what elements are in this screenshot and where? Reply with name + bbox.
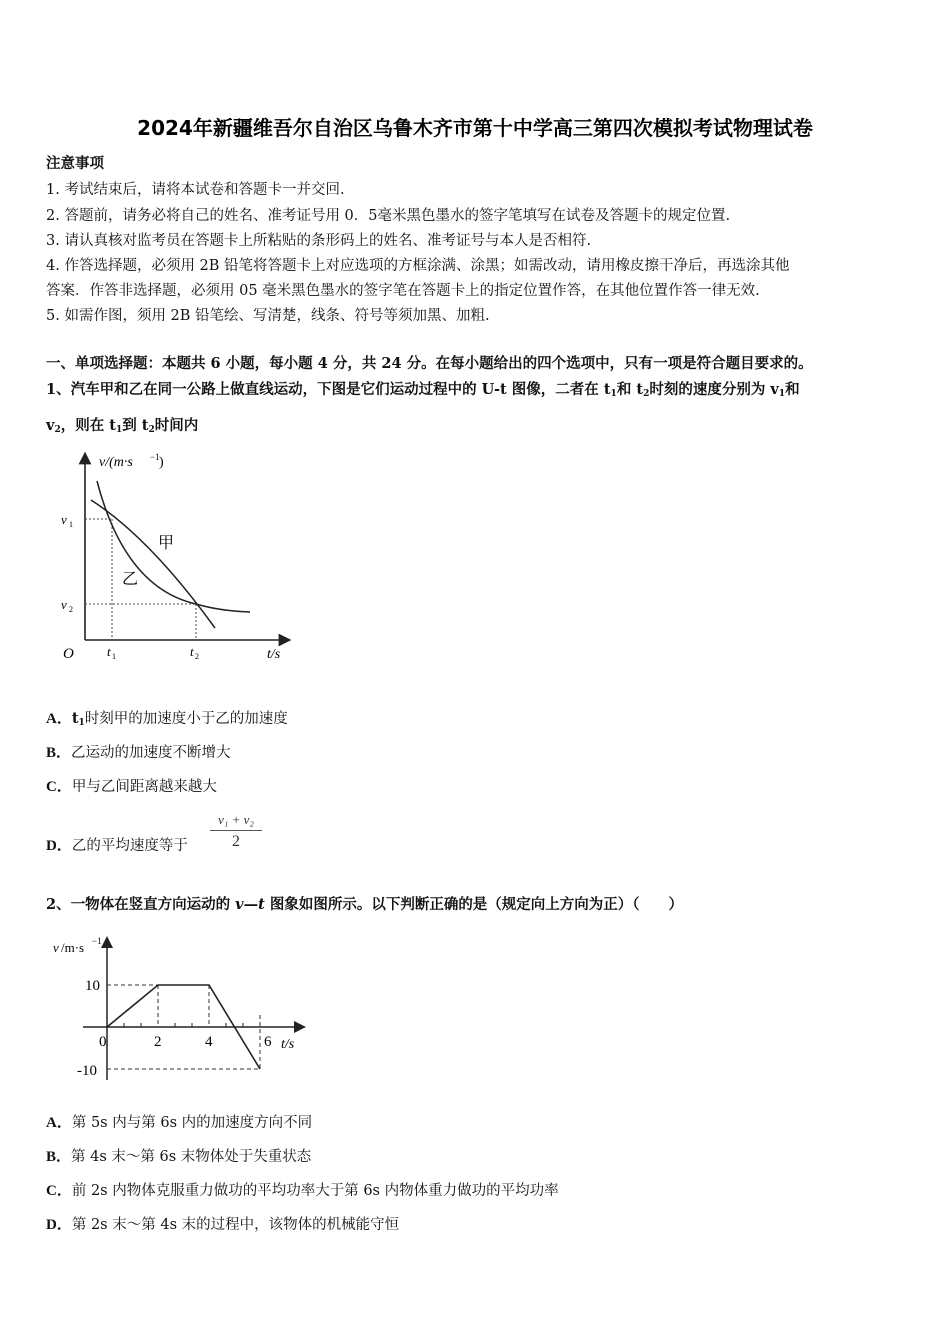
svg-text:乙: 乙 bbox=[122, 571, 139, 588]
q1-option-d[interactable]: D．乙的平均速度等于 bbox=[46, 838, 188, 854]
notice-item-4: 4. 作答选择题，必须用 2B 铅笔将答题卡上对应选项的方框涂满、涂黑；如需改动，请用橡皮擦干净后，再选涂其他 bbox=[46, 258, 790, 274]
notice-item-4-cont: 答案．作答非选择题，必须用 05 毫米黑色墨水的签字笔在答题卡上的指定位置作答，在其他位置作答一律无效. bbox=[46, 283, 760, 299]
notice-item-2: 2. 答题前，请务必将自己的姓名、准考证号用 0．5毫米黑色墨水的签字笔填写在试卷及答题卡的规定位置. bbox=[46, 208, 731, 224]
q2-option-b[interactable]: B．第 4s 末～第 6s 末物体处于失重状态 bbox=[46, 1149, 312, 1165]
svg-text:1: 1 bbox=[69, 520, 73, 529]
svg-text:2: 2 bbox=[154, 1034, 162, 1050]
svg-text:-10: -10 bbox=[77, 1063, 97, 1079]
svg-text:/m·s: /m·s bbox=[61, 940, 85, 955]
page-title: 2024年新疆维吾尔自治区乌鲁木齐市第十中学高三第四次模拟考试物理试卷 bbox=[137, 116, 813, 140]
q1-stem-line2: $v_2$，则在 $t_1$到 $t_2$时间内 bbox=[46, 417, 199, 435]
svg-text:−1: −1 bbox=[150, 452, 160, 462]
q1-vt-graph bbox=[55, 448, 305, 668]
svg-text:v: v bbox=[61, 597, 67, 612]
q1-stem-line1: 1、汽车甲和乙在同一公路上做直线运动，下图是它们运动过程中的 U-t 图像，二者在 $t_1$和 $t_2$时刻的速度分别为 $v_1$和 bbox=[46, 381, 800, 399]
svg-text:0: 0 bbox=[99, 1034, 107, 1050]
q2-stem: 2、一物体在竖直方向运动的 v—t 图象如图所示。以下判断正确的是（规定向上方向为正）（ ） bbox=[46, 896, 684, 913]
svg-text:6: 6 bbox=[264, 1034, 272, 1050]
average-velocity-fraction: v₁ + v₂ 2 bbox=[210, 812, 262, 851]
svg-text:甲: 甲 bbox=[158, 535, 175, 552]
svg-text:t: t bbox=[190, 644, 194, 659]
q2-option-c[interactable]: C．前 2s 内物体克服重力做功的平均功率大于第 6s 内物体重力做功的平均功率 bbox=[46, 1183, 559, 1199]
svg-text:t/s: t/s bbox=[281, 1037, 295, 1052]
svg-text:): ) bbox=[159, 455, 164, 470]
svg-text:t/s: t/s bbox=[267, 647, 281, 662]
svg-text:4: 4 bbox=[205, 1034, 213, 1050]
svg-text:−1: −1 bbox=[92, 936, 102, 946]
q1-option-a[interactable]: A．$t_1$时刻甲的加速度小于乙的加速度 bbox=[46, 710, 288, 728]
section-heading: 一、单项选择题：本题共 6 小题，每小题 4 分，共 24 分。在每小题给出的四个选项中，只有一项是符合题目要求的。 bbox=[46, 355, 813, 372]
svg-text:2: 2 bbox=[69, 605, 73, 614]
q1-option-c[interactable]: C．甲与乙间距离越来越大 bbox=[46, 779, 217, 795]
notice-item-1: 1. 考试结束后，请将本试卷和答题卡一并交回. bbox=[46, 182, 345, 198]
q1-option-b[interactable]: B．乙运动的加速度不断增大 bbox=[46, 745, 231, 761]
svg-text:2: 2 bbox=[195, 652, 199, 661]
svg-text:v: v bbox=[53, 940, 59, 955]
svg-text:t: t bbox=[107, 644, 111, 659]
q2-vt-graph bbox=[45, 930, 310, 1085]
svg-text:v: v bbox=[61, 512, 67, 527]
notice-item-3: 3. 请认真核对监考员在答题卡上所粘贴的条形码上的姓名、准考证号与本人是否相符. bbox=[46, 233, 592, 249]
svg-text:10: 10 bbox=[85, 978, 100, 994]
notice-item-5: 5. 如需作图，须用 2B 铅笔绘、写清楚，线条、符号等须加黑、加粗. bbox=[46, 308, 490, 324]
svg-text:1: 1 bbox=[112, 652, 116, 661]
q2-option-a[interactable]: A．第 5s 内与第 6s 内的加速度方向不同 bbox=[46, 1115, 313, 1131]
svg-text:v/(m·s: v/(m·s bbox=[99, 455, 133, 470]
notice-heading: 注意事项 bbox=[46, 155, 104, 172]
svg-text:O: O bbox=[63, 646, 74, 662]
q2-option-d[interactable]: D．第 2s 末～第 4s 末的过程中，该物体的机械能守恒 bbox=[46, 1217, 400, 1233]
